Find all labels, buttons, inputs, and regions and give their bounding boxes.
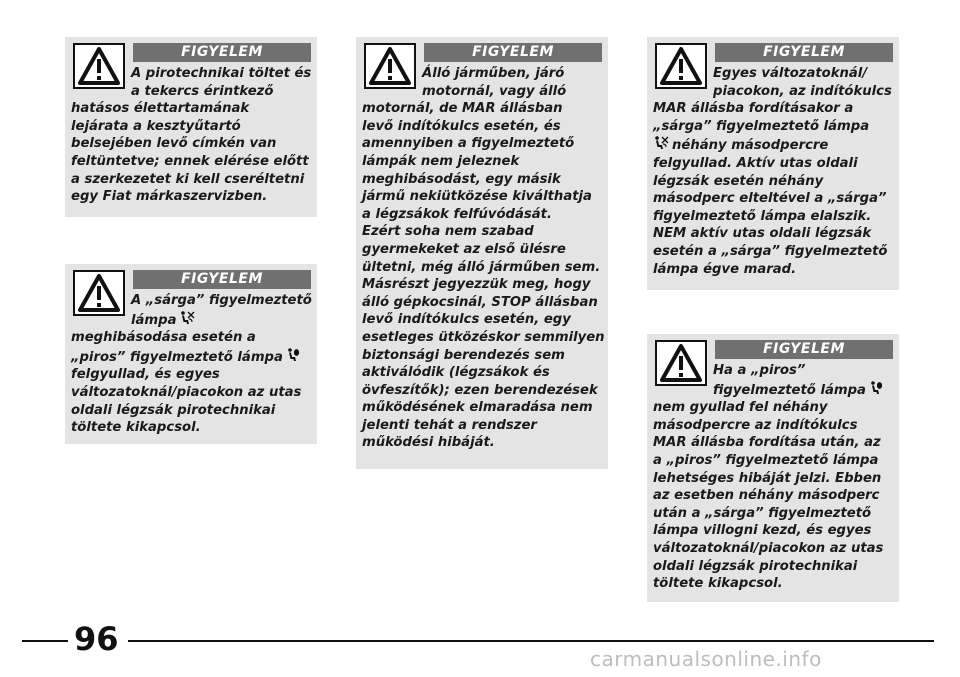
warning-text-line-content: biztonsági berendezés sem: [362, 347, 565, 363]
warning-text-line-content: belsejében levő címkén van: [71, 136, 277, 152]
warning-box-1: [65, 37, 317, 217]
warning-text-line: [653, 558, 893, 576]
warning-text-line: [71, 153, 311, 171]
warning-text-line-content: övfeszítők); ezen berendezések: [362, 382, 598, 398]
warning-text-line-content: ültetni, még álló járműben sem.: [362, 259, 601, 275]
warning-text-line-content: egy Fiat márkaszervizben.: [71, 189, 268, 205]
warning-text-line-content: Álló járműben, járó: [422, 66, 565, 81]
warning-text-line-content: aktiválódik (légzsákok és: [362, 365, 550, 381]
warning-text-line: [653, 434, 893, 452]
warning-text-line-content: felgyullad, és egyes: [71, 367, 220, 383]
footer-rule-right: [128, 640, 934, 642]
warning-text-line-content: Másrészt jegyezzük meg, hogy: [362, 277, 591, 293]
warning-text-line: [362, 294, 602, 312]
warning-text-line-content: másodperc elteltével a „sárga”: [653, 191, 887, 207]
warning-text-line-content: felgyullad. Aktív utas oldali: [653, 155, 858, 171]
warning-text-line-content: motornál, de MAR állásban: [362, 101, 563, 117]
warning-text-line-content: nem gyullad fel néhány: [653, 400, 828, 416]
warning-text-line-content: a légzsákok felfúvódását.: [362, 206, 552, 222]
warning-text-line-content: hatásos élettartamának: [71, 101, 250, 117]
warning-text-line-content: feltüntetve; ennek elérése előtt: [71, 153, 309, 169]
warning-text-line: [362, 417, 602, 435]
warning-text: [653, 362, 893, 593]
warning-text-line-content: töltete kikapcsol.: [71, 420, 201, 436]
warning-text-line-content: álló gépkocsinál, STOP állásban: [362, 294, 598, 310]
airbag-warning-icon: [285, 347, 301, 363]
warning-text-line-content: töltete kikapcsol.: [653, 576, 783, 592]
warning-text-line: [71, 118, 311, 136]
warning-text-line: [71, 188, 311, 206]
airbag-warning-icon: [868, 380, 884, 396]
warning-heading: FIGYELEM: [715, 340, 893, 359]
warning-text-line: [653, 417, 893, 435]
warning-text-line: [362, 100, 602, 118]
warning-text-line: [653, 540, 893, 558]
warning-text: [362, 65, 605, 452]
warning-text-line: [362, 118, 602, 136]
warning-text-line: [71, 329, 311, 347]
warning-text-line-content: a „piros” figyelmeztető lámpa: [653, 452, 879, 468]
warning-text-line-content: a tekercs érintkező: [131, 83, 274, 99]
warning-text-line-content: Ha a „piros”: [713, 363, 806, 378]
warning-text-line-content: NEM aktív utas oldali légzsák: [653, 226, 872, 242]
warning-text-line: [653, 470, 893, 488]
warning-text-line-content: az esetben néhány másodperc: [653, 488, 880, 504]
warning-text-line-content: MAR állásba fordítása után, az: [653, 435, 881, 451]
warning-text-line-content: jármű nekiütközése kiválthatja: [362, 189, 592, 205]
warning-box-2: [65, 264, 317, 444]
warning-text-line: [653, 190, 893, 208]
warning-text-line-content: figyelmeztető lámpa: [713, 382, 866, 398]
warning-text-line-content: működésének elmaradása nem: [362, 400, 593, 416]
warning-text-line-content: esetleges ütközéskor semmilyen: [362, 329, 605, 345]
warning-text-line-content: esetén a „sárga” figyelmeztető: [653, 243, 888, 259]
warning-text-line: [653, 261, 893, 279]
warning-text-line: [653, 135, 893, 155]
warning-triangle-icon: [655, 43, 707, 89]
warning-text-line: [653, 505, 893, 523]
warning-text-line: [362, 206, 602, 224]
warning-text-line-content: figyelmeztető lámpa elalszik.: [653, 208, 872, 224]
warning-text-line-content: lejárata a kesztyűtartó: [71, 118, 241, 134]
warning-text-line: [653, 575, 893, 593]
warning-text-line-content: A „sárga” figyelmeztető: [131, 293, 312, 308]
warning-text-line: [653, 118, 893, 136]
warning-text-line-content: néhány másodpercre: [672, 138, 829, 154]
warning-text-line: [362, 135, 602, 153]
warning-text-line: [653, 155, 893, 173]
warning-heading: FIGYELEM: [424, 43, 602, 62]
warning-text-line: [362, 364, 602, 382]
warning-text-line: [362, 311, 602, 329]
warning-text-line-content: MAR állásba fordításakor a: [653, 101, 854, 117]
warning-text-line-content: lámpa villogni kezd, és egyes: [653, 523, 872, 539]
warning-triangle-icon: [73, 270, 125, 316]
warning-text-line-content: levő indítókulcs esetén, és: [362, 118, 561, 134]
warning-text-line: [362, 259, 602, 277]
warning-text-line-content: levő indítókulcs esetén, egy: [362, 312, 571, 328]
warning-text-line: [362, 153, 602, 171]
warning-text-line: [362, 434, 602, 452]
warning-text-line-content: lámpák nem jeleznek: [362, 153, 520, 169]
warning-text-line: [71, 347, 311, 367]
warning-heading: FIGYELEM: [133, 43, 311, 62]
warning-text-line-content: A pirotechnikai töltet és: [131, 66, 312, 81]
warning-triangle-icon: [655, 340, 707, 386]
warning-text-line-content: meghibásodása esetén a: [71, 330, 256, 346]
warning-text-line: [653, 522, 893, 540]
warning-text-line-content: légzsák esetén néhány: [653, 173, 824, 189]
warning-text-line-content: másodpercre az indítókulcs: [653, 417, 858, 433]
warning-text-line: [362, 241, 602, 259]
warning-text-line: [362, 276, 602, 294]
warning-text-line: [653, 487, 893, 505]
warning-text-line: [653, 208, 893, 226]
warning-text-line-content: után a „sárga” figyelmeztető: [653, 505, 872, 521]
warning-text-line-content: motornál, vagy álló: [422, 83, 567, 99]
warning-text-line-content: változatoknál/piacokon az utas: [71, 384, 302, 400]
warning-text-line-content: lehetséges hibáját jelzi. Ebben: [653, 470, 882, 486]
warning-text-line: [653, 225, 893, 243]
warning-text-line-content: a szerkezetet ki kell cseréltetni: [71, 171, 305, 187]
warning-heading: FIGYELEM: [715, 43, 893, 62]
warning-text-line: [71, 366, 311, 384]
warning-text-line: [71, 135, 311, 153]
warning-text-line-content: lámpa: [131, 312, 177, 328]
warning-text: [653, 65, 893, 278]
warning-text-line: [71, 419, 311, 437]
warning-text-line: [362, 399, 602, 417]
warning-text-line-content: gyermekeket az első ülésre: [362, 241, 566, 257]
warning-triangle-icon: [73, 43, 125, 89]
warning-text-line: [71, 171, 311, 189]
warning-text-line: [362, 171, 602, 189]
warning-text-line: [362, 347, 602, 365]
warning-text-line-content: piacokon, az indítókulcs: [713, 83, 892, 99]
warning-text-line-content: amennyiben a figyelmeztető: [362, 136, 575, 152]
warning-heading: FIGYELEM: [133, 270, 311, 289]
warning-text-line: [71, 402, 311, 420]
warning-text-line-content: „piros” figyelmeztető lámpa: [71, 349, 283, 365]
warning-text-line-content: lámpa égve marad.: [653, 261, 797, 277]
warning-text-line: [362, 188, 602, 206]
warning-text-line: [653, 399, 893, 417]
warning-text-line-content: jelenti tehát a rendszer: [362, 417, 537, 433]
warning-text-line: [71, 100, 311, 118]
warning-text-line: [71, 384, 311, 402]
watermark: carmanualsonline.info: [590, 647, 822, 671]
warning-text-line-content: „sárga” figyelmeztető lámpa: [653, 118, 870, 134]
warning-box-4: [647, 37, 899, 290]
airbag-off-warning-icon: [179, 310, 195, 326]
warning-text-line: [362, 329, 605, 347]
warning-text-line: [362, 382, 602, 400]
warning-text-line-content: Ezért soha nem szabad: [362, 224, 534, 240]
warning-text-line: [362, 223, 602, 241]
footer-rule-left: [22, 640, 68, 642]
warning-text-line-content: Egyes változatoknál/: [713, 66, 868, 81]
warning-text-line: [653, 243, 893, 261]
warning-text-line-content: változatoknál/piacokon az utas: [653, 540, 884, 556]
warning-text-line-content: oldali légzsák pirotechnikai: [71, 402, 276, 418]
warning-text-line: [653, 100, 893, 118]
warning-box-5: [647, 334, 899, 602]
warning-text-line: [653, 452, 893, 470]
warning-box-3: [356, 37, 608, 469]
page-number: 96: [74, 620, 119, 658]
warning-triangle-icon: [364, 43, 416, 89]
warning-text-line-content: oldali légzsák pirotechnikai: [653, 558, 858, 574]
airbag-off-warning-icon: [653, 135, 669, 151]
warning-text-line-content: működési hibáját.: [362, 435, 495, 451]
warning-text-line: [653, 173, 893, 191]
warning-text-line-content: meghibásodást, egy másik: [362, 171, 561, 187]
